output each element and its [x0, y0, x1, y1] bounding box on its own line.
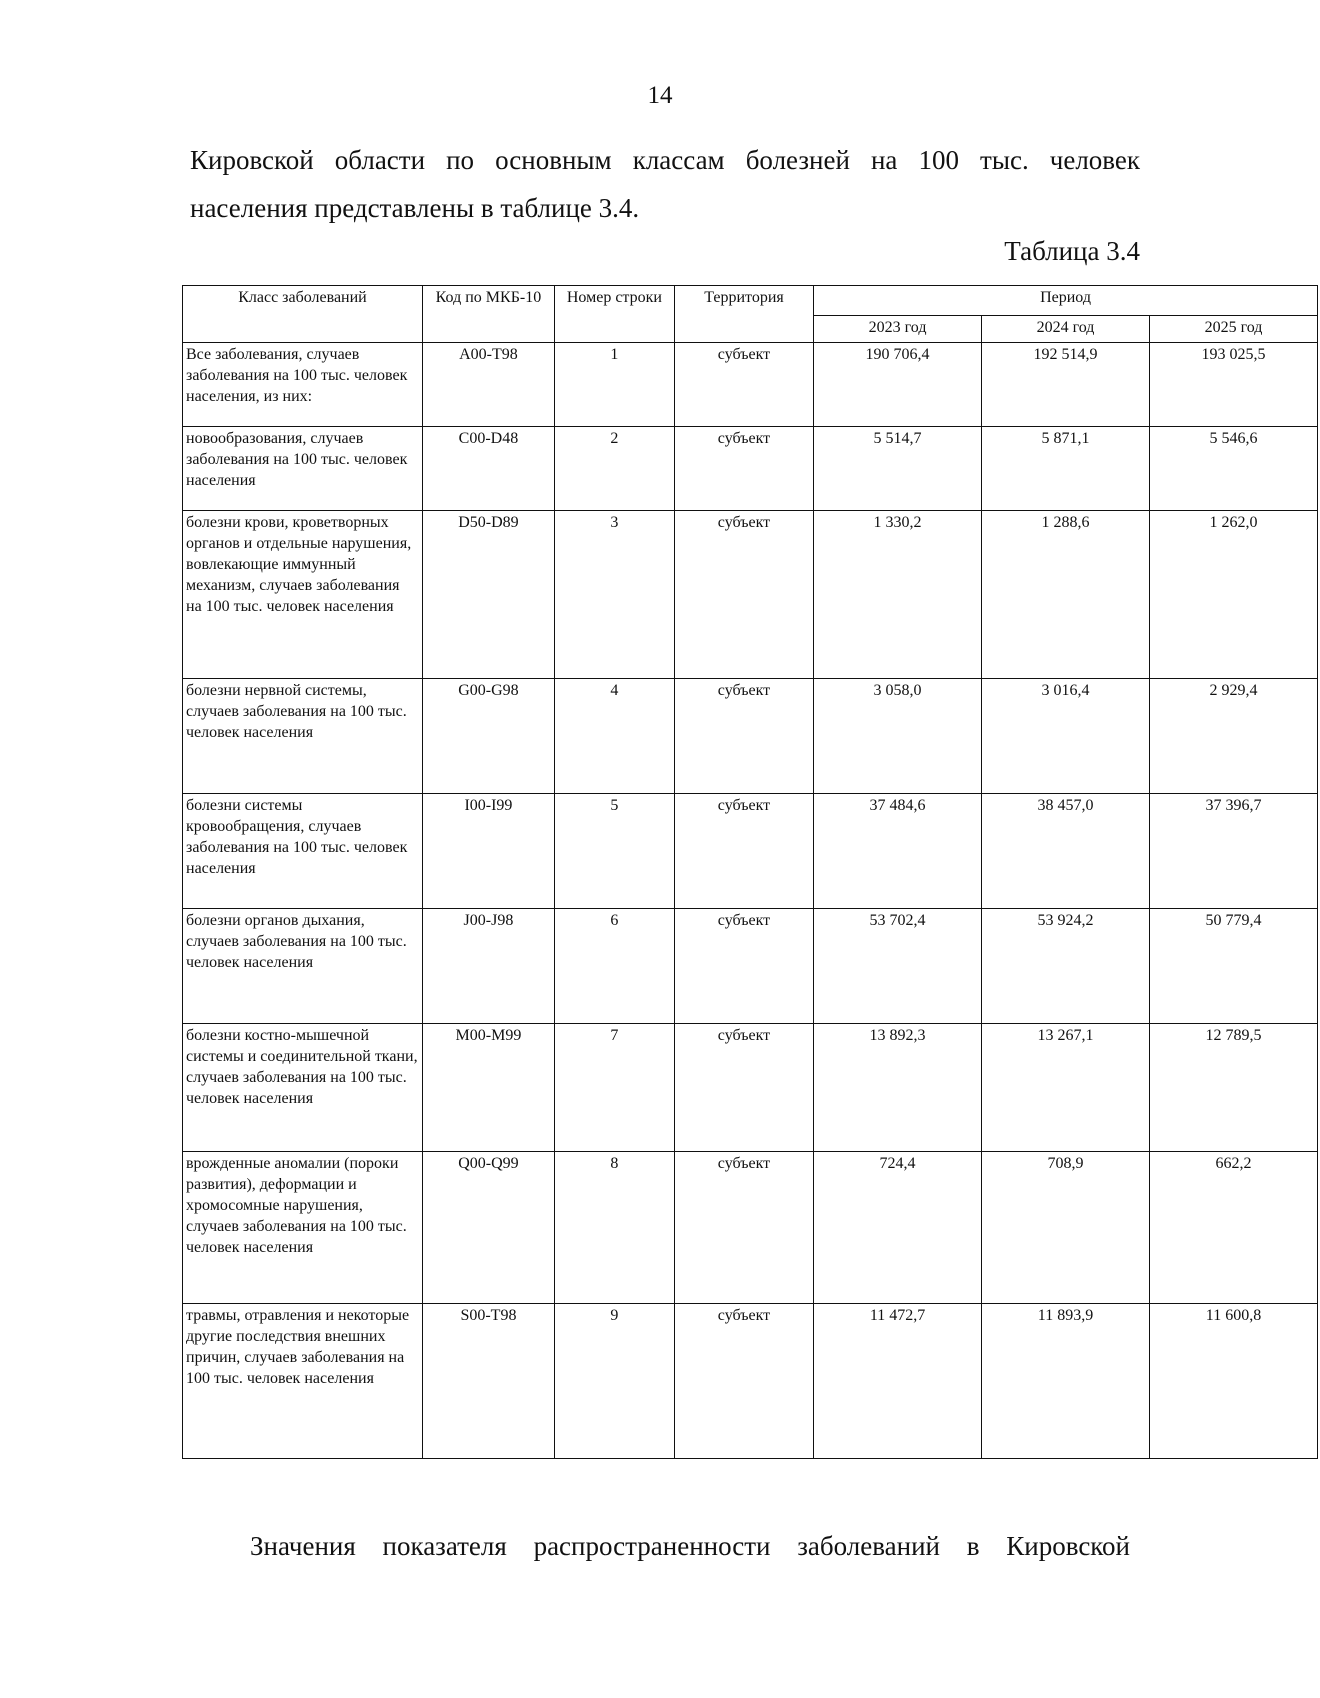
table-row — [183, 343, 1318, 427]
row-territory: субъект — [674, 1304, 813, 1459]
header-class: Класс заболеваний — [183, 286, 423, 343]
row-class: болезни органов дыхания, случаев заболевания на 100 тыс. человек населения — [183, 909, 423, 1024]
row-code: Q00-Q99 — [422, 1152, 554, 1304]
morbidity-table — [182, 285, 1318, 1459]
outro-paragraph: Значения показателя распространенности заболеваний в Кировской — [250, 1531, 1130, 1561]
table-row — [183, 794, 1318, 909]
page-number: 14 — [647, 82, 673, 109]
table-row — [183, 1304, 1318, 1459]
row-value-2025: 5 546,6 — [1149, 427, 1317, 511]
row-class: врожденные аномалии (пороки развития), деформации и хромосомные нарушения, случаев заболевания на 100 тыс. человек населения — [183, 1152, 423, 1304]
row-value-2025: 12 789,5 — [1149, 1024, 1317, 1152]
row-territory: субъект — [674, 909, 813, 1024]
header-year-2023: 2023 год — [814, 316, 982, 343]
row-value-2025: 1 262,0 — [1149, 511, 1317, 679]
row-number: 7 — [554, 1024, 674, 1152]
row-value-2024: 53 924,2 — [982, 909, 1150, 1024]
row-class: болезни системы кровообращения, случаев заболевания на 100 тыс. человек населения — [183, 794, 423, 909]
row-value-2025: 37 396,7 — [1149, 794, 1317, 909]
row-value-2025: 11 600,8 — [1149, 1304, 1317, 1459]
row-value-2025: 193 025,5 — [1149, 343, 1317, 427]
row-value-2024: 3 016,4 — [982, 679, 1150, 794]
row-value-2023: 190 706,4 — [814, 343, 982, 427]
row-value-2024: 13 267,1 — [982, 1024, 1150, 1152]
row-code: J00-J98 — [422, 909, 554, 1024]
row-value-2024: 192 514,9 — [982, 343, 1150, 427]
row-class: травмы, отравления и некоторые другие последствия внешних причин, случаев заболевания на 100 тыс. человек населения — [183, 1304, 423, 1459]
row-number: 1 — [554, 343, 674, 427]
table-row — [183, 909, 1318, 1024]
row-code: I00-I99 — [422, 794, 554, 909]
row-territory: субъект — [674, 343, 813, 427]
row-value-2023: 3 058,0 — [814, 679, 982, 794]
row-value-2024: 708,9 — [982, 1152, 1150, 1304]
row-class: болезни нервной системы, случаев заболевания на 100 тыс. человек населения — [183, 679, 423, 794]
row-territory: субъект — [674, 1152, 813, 1304]
table-row — [183, 1152, 1318, 1304]
row-value-2023: 37 484,6 — [814, 794, 982, 909]
header-year-2024: 2024 год — [982, 316, 1150, 343]
row-territory: субъект — [674, 427, 813, 511]
row-code: G00-G98 — [422, 679, 554, 794]
row-value-2025: 50 779,4 — [1149, 909, 1317, 1024]
table-row — [183, 511, 1318, 679]
row-code: M00-M99 — [422, 1024, 554, 1152]
row-class: болезни костно-мышечной системы и соединительной ткани, случаев заболевания на 100 тыс. человек населения — [183, 1024, 423, 1152]
row-class: новообразования, случаев заболевания на 100 тыс. человек населения — [183, 427, 423, 511]
header-territory: Территория — [674, 286, 813, 343]
row-value-2023: 5 514,7 — [814, 427, 982, 511]
row-number: 9 — [554, 1304, 674, 1459]
row-class: болезни крови, кроветворных органов и отдельные нарушения, вовлекающие иммунный механизм, случаев заболевания на 100 тыс. человек населения — [183, 511, 423, 679]
row-code: D50-D89 — [422, 511, 554, 679]
header-period: Период — [814, 286, 1318, 316]
row-number: 8 — [554, 1152, 674, 1304]
row-number: 4 — [554, 679, 674, 794]
row-code: S00-T98 — [422, 1304, 554, 1459]
row-number: 3 — [554, 511, 674, 679]
row-value-2023: 13 892,3 — [814, 1024, 982, 1152]
table-row — [183, 427, 1318, 511]
row-value-2024: 5 871,1 — [982, 427, 1150, 511]
row-value-2025: 662,2 — [1149, 1152, 1317, 1304]
row-value-2024: 1 288,6 — [982, 511, 1150, 679]
row-number: 2 — [554, 427, 674, 511]
table-row — [183, 679, 1318, 794]
intro-paragraph-line1: Кировской области по основным классам болезней на 100 тыс. человек — [190, 145, 1140, 175]
row-territory: субъект — [674, 679, 813, 794]
table-caption: Таблица 3.4 — [1004, 236, 1140, 266]
row-value-2023: 1 330,2 — [814, 511, 982, 679]
row-class: Все заболевания, случаев заболевания на 100 тыс. человек населения, из них: — [183, 343, 423, 427]
row-value-2024: 11 893,9 — [982, 1304, 1150, 1459]
intro-paragraph-line2: населения представлены в таблице 3.4. — [190, 193, 640, 223]
row-value-2023: 11 472,7 — [814, 1304, 982, 1459]
row-value-2023: 53 702,4 — [814, 909, 982, 1024]
row-territory: субъект — [674, 511, 813, 679]
row-territory: субъект — [674, 794, 813, 909]
header-year-2025: 2025 год — [1149, 316, 1317, 343]
header-row-number: Номер строки — [554, 286, 674, 343]
row-number: 5 — [554, 794, 674, 909]
row-number: 6 — [554, 909, 674, 1024]
table-row — [183, 1024, 1318, 1152]
row-code: A00-T98 — [422, 343, 554, 427]
row-value-2023: 724,4 — [814, 1152, 982, 1304]
row-value-2024: 38 457,0 — [982, 794, 1150, 909]
header-code: Код по МКБ-10 — [422, 286, 554, 343]
row-code: C00-D48 — [422, 427, 554, 511]
row-value-2025: 2 929,4 — [1149, 679, 1317, 794]
row-territory: субъект — [674, 1024, 813, 1152]
